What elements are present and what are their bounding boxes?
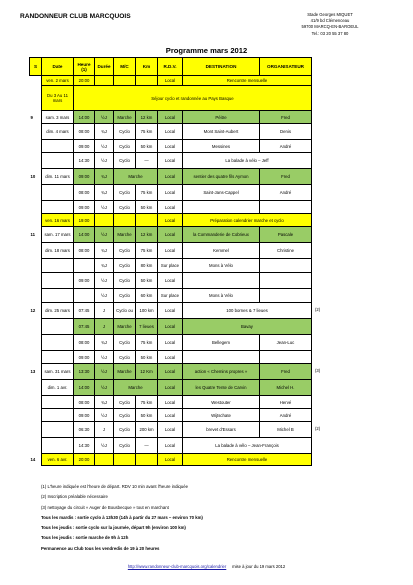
- heure-cell: 08:00: [74, 396, 95, 409]
- km-cell: —: [136, 153, 158, 169]
- heure-cell: 07:45: [74, 303, 95, 319]
- table-row: [30, 438, 312, 454]
- date-cell: [42, 351, 74, 364]
- heure-cell: 08:00: [74, 124, 95, 140]
- col-header: M/C: [114, 58, 136, 76]
- week-number: [30, 259, 42, 273]
- duree-cell: ½J: [95, 111, 114, 124]
- col-header: ORGANISATEUR: [260, 58, 312, 76]
- col-header: Date: [42, 58, 74, 76]
- destination-cell: Péitre: [183, 111, 260, 124]
- week-number: [30, 185, 42, 201]
- footer: [0, 564, 413, 569]
- mc-cell: Marche: [114, 380, 158, 396]
- duree-cell: ½J: [95, 380, 114, 396]
- heure-cell: 08:00: [74, 335, 95, 351]
- heure-cell: 14:00: [74, 111, 95, 124]
- duree-cell: J: [95, 319, 114, 335]
- week-number: [30, 86, 42, 111]
- duree-cell: ½J: [95, 364, 114, 380]
- km-cell: 75 km: [136, 124, 158, 140]
- heure-cell: 08:00: [74, 243, 95, 259]
- week-number: [30, 438, 42, 454]
- destination-cell: Rencontre mensuelle: [183, 76, 312, 86]
- heure-cell: [74, 289, 95, 303]
- table-row: [30, 214, 312, 227]
- table-row: [30, 319, 312, 335]
- organizer-cell: [260, 259, 312, 273]
- rdv-cell: Local: [158, 201, 183, 214]
- date-cell: dim. 25 mars: [42, 303, 74, 319]
- club-name: RANDONNEUR CLUB MARCQUOIS: [20, 13, 131, 20]
- destination-cell: [183, 273, 260, 289]
- table-row: [30, 335, 312, 351]
- table-row: [30, 86, 312, 111]
- organizer-cell: [260, 201, 312, 214]
- organizer-cell: Michel B: [260, 422, 312, 438]
- organizer-cell: [260, 351, 312, 364]
- destination-cell: Kemmel: [183, 243, 260, 259]
- mc-cell: Cyclo: [114, 422, 136, 438]
- organizer-cell: [260, 289, 312, 303]
- duree-cell: ½J: [95, 409, 114, 422]
- date-cell: [42, 396, 74, 409]
- km-cell: 80 km: [136, 259, 158, 273]
- notes-block: [41, 482, 203, 554]
- mc-cell: Cyclo: [114, 243, 136, 259]
- km-cell: 50 km: [136, 409, 158, 422]
- destination-cell: la Commanderie de Cobrieux: [183, 227, 260, 243]
- col-header: R.D.V.: [158, 58, 183, 76]
- date-cell: [42, 153, 74, 169]
- row-note: (2): [315, 426, 321, 431]
- week-number: [30, 335, 42, 351]
- km-cell: 75 km: [136, 185, 158, 201]
- km-cell: 60 km: [136, 289, 158, 303]
- week-number: [30, 124, 42, 140]
- table-row: [30, 409, 312, 422]
- rdv-cell: Local: [158, 396, 183, 409]
- week-number: [30, 351, 42, 364]
- heure-cell: 06:30: [74, 422, 95, 438]
- organizer-cell: Christine: [260, 243, 312, 259]
- heure-cell: 14:00: [74, 380, 95, 396]
- week-number: 13: [30, 364, 42, 380]
- mc-cell: Marche: [114, 364, 136, 380]
- destination-cell: Préparation calendrier marche et cyclo: [183, 214, 312, 227]
- table-header-row: [30, 58, 312, 76]
- destination-cell: 100 bornes & 7 lieues: [183, 303, 312, 319]
- km-cell: [136, 454, 158, 466]
- km-cell: 75 km: [136, 396, 158, 409]
- week-number: [30, 76, 42, 86]
- rdv-cell: Sur place: [158, 289, 183, 303]
- rdv-cell: Local: [158, 335, 183, 351]
- destination-cell: les Quatre Tente de Carvin: [183, 380, 260, 396]
- week-number: 14: [30, 454, 42, 466]
- mc-cell: Cyclo: [114, 289, 136, 303]
- week-number: [30, 319, 42, 335]
- calendar-link[interactable]: http://www.randonneur-club-marcquois.org/calendrier: [127, 564, 227, 569]
- destination-cell: Messines: [183, 140, 260, 153]
- page-title: Programme mars 2012: [165, 46, 248, 55]
- mc-cell: [114, 76, 136, 86]
- km-cell: —: [136, 438, 158, 454]
- heure-cell: 09:00: [74, 169, 95, 185]
- col-header: Km: [136, 58, 158, 76]
- mc-cell: Cyclo: [114, 438, 136, 454]
- km-cell: 50 km: [136, 140, 158, 153]
- km-cell: 12 Km: [136, 364, 158, 380]
- mc-cell: Cyclo: [114, 351, 136, 364]
- table-row: [30, 140, 312, 153]
- mc-cell: [114, 214, 136, 227]
- date-cell: [42, 259, 74, 273]
- week-number: 12: [30, 303, 42, 319]
- note-line: (1) L'heure indiquée est l'heure de départ. RDV 10 min avant l'heure indiquée: [41, 484, 188, 489]
- week-number: [30, 289, 42, 303]
- km-cell: 100 km: [136, 303, 158, 319]
- heure-cell: 14:30: [74, 438, 95, 454]
- date-cell: dim. 18 mars: [42, 243, 74, 259]
- mc-cell: Cyclo: [114, 409, 136, 422]
- table-row: [30, 227, 312, 243]
- col-header: DESTINATION: [183, 58, 260, 76]
- date-cell: sam. 3 mars: [42, 111, 74, 124]
- destination-cell: Bavay: [183, 319, 312, 335]
- organizer-cell: Pascale: [260, 227, 312, 243]
- destination-cell: Mons à Vélo: [183, 289, 260, 303]
- destination-cell: brevet d'Essars: [183, 422, 260, 438]
- table-row: [30, 422, 312, 438]
- date-cell: dim. 1 avr.: [42, 380, 74, 396]
- note-line: (2) Inscription préalable nécessaire: [41, 494, 108, 500]
- col-header: Heure (1): [74, 58, 95, 76]
- destination-cell: sentier des quatre fils Aymon: [183, 169, 260, 185]
- heure-cell: 14:00: [74, 227, 95, 243]
- km-cell: 50 km: [136, 351, 158, 364]
- row-note: (2): [315, 307, 321, 312]
- km-cell: 75 km: [136, 243, 158, 259]
- rdv-cell: Local: [158, 124, 183, 140]
- organizer-cell: André: [260, 140, 312, 153]
- duree-cell: ½J: [95, 227, 114, 243]
- address-line: Tel.: 03 20 55 37 80: [311, 30, 349, 36]
- rdv-cell: Local: [158, 243, 183, 259]
- rdv-cell: Local: [158, 380, 183, 396]
- mc-cell: Cyclo: [114, 259, 136, 273]
- destination-cell: Bellegem: [183, 335, 260, 351]
- organizer-cell: Denis: [260, 124, 312, 140]
- km-cell: 50 km: [136, 273, 158, 289]
- col-header: Durée: [95, 58, 114, 76]
- destination-cell: Wijtschate: [183, 409, 260, 422]
- heure-cell: 19:00: [74, 214, 95, 227]
- date-cell: [42, 335, 74, 351]
- mc-cell: Cyclo: [114, 273, 136, 289]
- rdv-cell: Local: [158, 273, 183, 289]
- duree-cell: ½J: [95, 273, 114, 289]
- duree-cell: [95, 76, 114, 86]
- note-line: Tous les jeudis : sortie cyclo sur la journée, départ 9h (environ 100 km): [41, 525, 186, 531]
- rdv-cell: Local: [158, 169, 183, 185]
- rdv-cell: Local: [158, 454, 183, 466]
- duree-cell: ¾J: [95, 185, 114, 201]
- destination-cell: Rencontre mensuelle: [183, 454, 312, 466]
- duree-cell: ¾J: [95, 335, 114, 351]
- duree-cell: ½J: [95, 438, 114, 454]
- rdv-cell: Local: [158, 409, 183, 422]
- table-row: [30, 243, 312, 259]
- km-cell: [136, 214, 158, 227]
- rdv-cell: Local: [158, 111, 183, 124]
- duree-cell: ¾J: [95, 169, 114, 185]
- table-row: [30, 396, 312, 409]
- table-row: [30, 351, 312, 364]
- date-cell: ven. 2 mars: [42, 76, 74, 86]
- mc-cell: Marche: [114, 111, 136, 124]
- heure-cell: 14:30: [74, 153, 95, 169]
- km-cell: 50 km: [136, 201, 158, 214]
- organizer-cell: Hervé: [260, 396, 312, 409]
- table-row: [30, 201, 312, 214]
- week-number: [30, 201, 42, 214]
- duree-cell: ¾J: [95, 396, 114, 409]
- date-cell: dim. 4 mars: [42, 124, 74, 140]
- organizer-cell: Jean-Luc: [260, 335, 312, 351]
- organizer-cell: Fred: [260, 364, 312, 380]
- destination-cell: La balade à vélo – Jean-François: [183, 438, 312, 454]
- table-row: [30, 259, 312, 273]
- destination-cell: Mont Saint-Aubert: [183, 124, 260, 140]
- date-cell: [42, 140, 74, 153]
- heure-cell: 09:00: [74, 201, 95, 214]
- mc-cell: [114, 454, 136, 466]
- destination-cell: La balade à vélo – Jeff: [183, 153, 312, 169]
- week-number: [30, 380, 42, 396]
- mc-cell: Cyclo: [114, 124, 136, 140]
- heure-cell: 20:00: [74, 454, 95, 466]
- duree-cell: ½J: [95, 289, 114, 303]
- duree-cell: [95, 214, 114, 227]
- row-note: (3): [315, 368, 321, 373]
- date-cell: sam. 17 mars: [42, 227, 74, 243]
- table-row: [30, 111, 312, 124]
- table-row: [30, 364, 312, 380]
- table-row: [30, 454, 312, 466]
- duree-cell: ¾J: [95, 243, 114, 259]
- date-cell: dim. 11 mars: [42, 169, 74, 185]
- week-number: 9: [30, 111, 42, 124]
- table-row: [30, 153, 312, 169]
- notes-column: [313, 57, 333, 477]
- rdv-cell: Local: [158, 214, 183, 227]
- heure-cell: 09:00: [74, 351, 95, 364]
- date-cell: [42, 185, 74, 201]
- duree-cell: ¾J: [95, 259, 114, 273]
- km-cell: 75 km: [136, 335, 158, 351]
- date-cell: ven. 6 avr.: [42, 454, 74, 466]
- date-cell: [42, 273, 74, 289]
- mc-cell: Cyclo: [114, 140, 136, 153]
- mc-cell: Marche: [114, 319, 136, 335]
- heure-cell: 09:00: [74, 140, 95, 153]
- destination-cell: [183, 201, 260, 214]
- date-cell: [42, 438, 74, 454]
- week-number: [30, 409, 42, 422]
- table-row: [30, 303, 312, 319]
- mc-cell: Marche: [114, 169, 158, 185]
- duree-cell: [95, 454, 114, 466]
- week-number: [30, 243, 42, 259]
- program-table: [29, 57, 312, 466]
- note-line: Permanence au Club tous les vendredis de 19 à 20 heures: [41, 545, 160, 551]
- note-line: Tous les mardis : sortie cyclo à 13h30 (14h à partir du 27 mars – environ 70 km): [41, 514, 203, 520]
- destination-cell: Saint-Jans-Cappel: [183, 185, 260, 201]
- note-line: Tous les jeudis : sortie marche de 9h à 12h: [41, 535, 129, 541]
- mc-cell: Marche: [114, 227, 136, 243]
- rdv-cell: Local: [158, 153, 183, 169]
- rdv-cell: Local: [158, 351, 183, 364]
- week-number: [30, 422, 42, 438]
- col-header: S: [30, 58, 42, 76]
- table-row: [30, 185, 312, 201]
- heure-cell: 08:00: [74, 185, 95, 201]
- table-row: [30, 76, 312, 86]
- table-row: [30, 124, 312, 140]
- km-cell: 200 km: [136, 422, 158, 438]
- rdv-cell: Local: [158, 438, 183, 454]
- rdv-cell: Local: [158, 319, 183, 335]
- rdv-cell: Local: [158, 364, 183, 380]
- heure-cell: [74, 259, 95, 273]
- km-cell: [136, 76, 158, 86]
- mc-cell: Cyclo: [114, 396, 136, 409]
- duree-cell: ½J: [95, 201, 114, 214]
- rdv-cell: Local: [158, 422, 183, 438]
- table-row: [30, 380, 312, 396]
- special-cell: Séjour cyclo et randonnée au Pays Basque: [74, 86, 312, 111]
- rdv-cell: Local: [158, 185, 183, 201]
- date-cell: [42, 409, 74, 422]
- organizer-cell: Fred: [260, 111, 312, 124]
- duree-cell: J: [95, 422, 114, 438]
- date-cell: [42, 319, 74, 335]
- address-line: Stade Georges MIQUET: [307, 12, 353, 17]
- date-cell: Du 3 Au 11 mars: [42, 86, 74, 111]
- table-row: [30, 289, 312, 303]
- km-cell: 12 km: [136, 111, 158, 124]
- week-number: [30, 153, 42, 169]
- organizer-cell: Michel H.: [260, 380, 312, 396]
- duree-cell: ½J: [95, 153, 114, 169]
- rdv-cell: Local: [158, 76, 183, 86]
- rdv-cell: Local: [158, 303, 183, 319]
- duree-cell: ½J: [95, 351, 114, 364]
- destination-cell: Mons à Vélo: [183, 259, 260, 273]
- heure-cell: 09:00: [74, 273, 95, 289]
- destination-cell: [183, 351, 260, 364]
- heure-cell: 09:00: [74, 409, 95, 422]
- date-cell: [42, 289, 74, 303]
- rdv-cell: Local: [158, 140, 183, 153]
- week-number: [30, 273, 42, 289]
- week-number: 11: [30, 227, 42, 243]
- week-number: [30, 140, 42, 153]
- organizer-cell: Fred: [260, 169, 312, 185]
- duree-cell: ½J: [95, 140, 114, 153]
- mc-cell: Cyclo: [114, 335, 136, 351]
- mc-cell: Cyclo: [114, 201, 136, 214]
- note-line: (3) nettoyage du circuit « Auger de Bousbecque » tout en marchant: [41, 504, 169, 510]
- table-row: [30, 169, 312, 185]
- duree-cell: J: [95, 303, 114, 319]
- date-cell: [42, 201, 74, 214]
- table-row: [30, 273, 312, 289]
- heure-cell: 07:45: [74, 319, 95, 335]
- week-number: 10: [30, 169, 42, 185]
- week-number: [30, 214, 42, 227]
- organizer-cell: André: [260, 185, 312, 201]
- date-cell: [42, 422, 74, 438]
- destination-cell: Westouter: [183, 396, 260, 409]
- heure-cell: 20:00: [74, 76, 95, 86]
- week-number: [30, 396, 42, 409]
- destination-cell: action « Chemins propres »: [183, 364, 260, 380]
- organizer-cell: [260, 273, 312, 289]
- km-cell: 7 lieues: [136, 319, 158, 335]
- mc-cell: Cyclo: [114, 185, 136, 201]
- organizer-cell: André: [260, 409, 312, 422]
- km-cell: 12 km: [136, 227, 158, 243]
- rdv-cell: Local: [158, 227, 183, 243]
- mc-cell: Cyclo: [114, 153, 136, 169]
- heure-cell: 13:30: [74, 364, 95, 380]
- update-date: mise à jour du 19 mars 2012: [232, 564, 286, 569]
- mc-cell: Cyclo ou: [114, 303, 136, 319]
- duree-cell: ¾J: [95, 124, 114, 140]
- address-line: 59700 MARCQ-EN-BAROEUL: [301, 24, 359, 30]
- date-cell: sam. 31 mars: [42, 364, 74, 380]
- date-cell: ven. 16 mars: [42, 214, 74, 227]
- club-address: [290, 12, 370, 37]
- rdv-cell: Sur place: [158, 259, 183, 273]
- address-line: 41/9 bd Clémenceau: [310, 18, 350, 24]
